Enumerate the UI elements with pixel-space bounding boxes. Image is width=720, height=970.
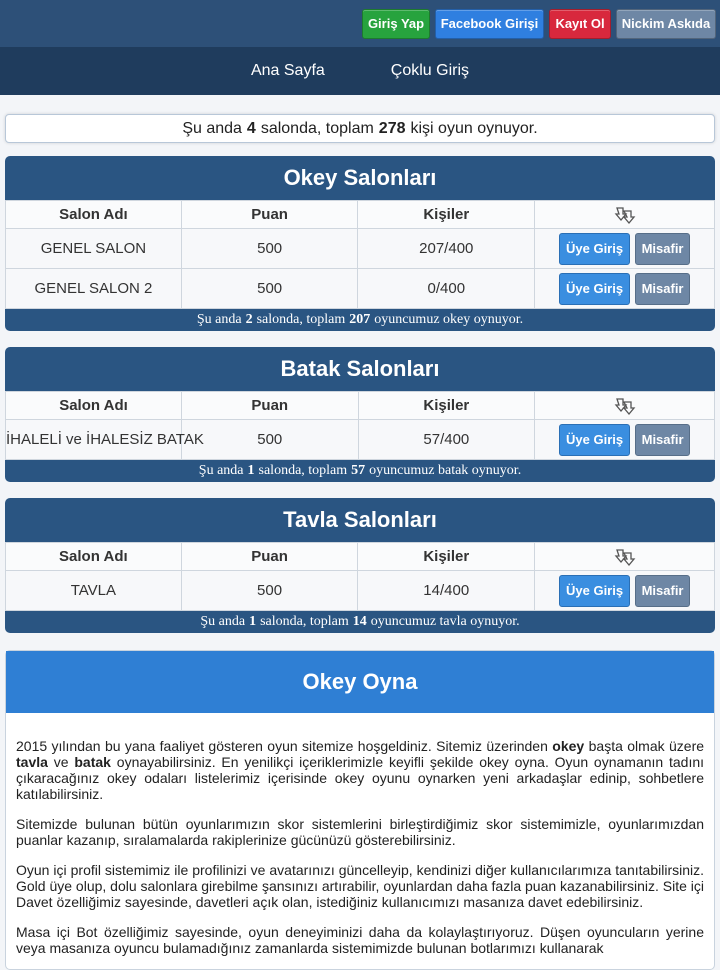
col-points: Puan (181, 543, 358, 571)
salon-name: GENEL SALON 2 (6, 269, 182, 309)
okey-salons-title: Okey Salonları (283, 165, 437, 190)
col-sort[interactable] (535, 543, 715, 571)
sort-arrows-icon[interactable] (613, 396, 637, 416)
salon-points: 500 (181, 269, 358, 309)
tavla-salons-panel (5, 498, 715, 633)
foot-salon-count: 1 (249, 614, 257, 629)
sort-arrows-icon[interactable] (613, 547, 637, 567)
table-header-row (6, 543, 715, 571)
col-salon-name: Salon Adı (6, 201, 182, 229)
okey-salons-table (5, 200, 715, 309)
salon-actions (535, 420, 715, 460)
batak-salons-title: Batak Salonları (280, 356, 440, 381)
okey-salons-panel (5, 156, 715, 331)
sort-arrows-icon[interactable] (613, 205, 637, 225)
table-row (6, 269, 715, 309)
salon-points: 500 (181, 571, 358, 611)
summary-player-count: 278 (378, 119, 406, 137)
okey-oyna-title: Okey Oyna (6, 651, 714, 713)
tavla-salons-summary (5, 611, 715, 633)
foot-post: oyuncumuz okey oynuyor. (374, 312, 524, 327)
salon-people: 207/400 (358, 229, 535, 269)
col-people: Kişiler (358, 201, 535, 229)
col-salon-name: Salon Adı (6, 543, 182, 571)
foot-player-count: 207 (349, 312, 371, 327)
guest-button[interactable]: Misafir (635, 273, 690, 305)
salon-actions (535, 229, 715, 269)
batak-salons-summary (5, 460, 715, 482)
p1-okey: okey (552, 738, 585, 754)
summary-post: kişi oyun oynuyor. (410, 119, 538, 137)
nick-on-hold-button[interactable]: Nickim Askıda (616, 9, 716, 39)
okey-salons-summary (5, 309, 715, 331)
col-points: Puan (182, 392, 359, 420)
salon-people: 0/400 (358, 269, 535, 309)
salon-points: 500 (182, 420, 359, 460)
register-button[interactable]: Kayıt Ol (549, 9, 611, 39)
table-row (6, 229, 715, 269)
guest-button[interactable]: Misafir (635, 233, 690, 265)
member-login-button[interactable]: Üye Giriş (559, 575, 630, 607)
table-row (6, 571, 715, 611)
batak-salons-panel (5, 347, 715, 482)
guest-button[interactable]: Misafir (635, 575, 690, 607)
nav-multi-login-link[interactable]: Çoklu Giriş (390, 62, 470, 79)
foot-mid: salonda, toplam (258, 463, 348, 478)
p1-batak: batak (74, 754, 111, 770)
salon-people: 57/400 (358, 420, 535, 460)
salon-name: İHALELİ ve İHALESİZ BATAK (6, 420, 182, 460)
top-bar (0, 0, 720, 47)
col-people: Kişiler (358, 543, 535, 571)
p1-text4: oynayabilirsiniz. En yenilikçi içeriklerimizle keyifli şekilde okey oyna. Oyun oynamanın tadını çıkaracağınız okey odaları listelerimiz içerisinde okey oyunu oynarken yeni arkadaşlar edinip, sohbetlere katılabilirsiniz. (16, 754, 705, 802)
col-points: Puan (181, 201, 358, 229)
okey-oyna-body (6, 713, 714, 956)
member-login-button[interactable]: Üye Giriş (559, 424, 630, 456)
summary-pre: Şu anda (182, 119, 242, 137)
foot-mid: salonda, toplam (256, 312, 346, 327)
foot-post: oyuncumuz tavla oynuyor. (370, 614, 520, 629)
foot-pre: Şu anda (198, 463, 244, 478)
table-row (6, 420, 715, 460)
p1-text2: başta olmak üzere (588, 738, 705, 754)
salon-actions (535, 571, 715, 611)
foot-pre: Şu anda (196, 312, 242, 327)
salon-actions (535, 269, 715, 309)
nav-home-link[interactable]: Ana Sayfa (250, 62, 325, 79)
foot-post: oyuncumuz batak oynuyor. (369, 463, 522, 478)
okey-oyna-section (5, 650, 715, 970)
main-nav (0, 47, 720, 95)
foot-mid: salonda, toplam (260, 614, 349, 629)
col-people: Kişiler (358, 392, 535, 420)
summary-mid: salonda, toplam (260, 119, 374, 137)
tavla-salons-table (5, 542, 715, 611)
foot-player-count: 57 (351, 463, 366, 478)
salon-name: TAVLA (6, 571, 182, 611)
foot-salon-count: 1 (247, 463, 255, 478)
facebook-login-button[interactable]: Facebook Girişi (435, 9, 544, 39)
summary-salon-count: 4 (246, 119, 256, 137)
foot-player-count: 14 (352, 614, 367, 629)
paragraph: Masa içi Bot özelliğimiz sayesinde, oyun deneyiminizi daha da kolaylaştırıyoruz. Düşen oyuncuların yerine veya masanıza oyuncu bulamadığınız zamanlarda sistemimizde bulunan botlarımızı kullanarak (16, 924, 704, 956)
col-sort[interactable] (535, 201, 715, 229)
member-login-button[interactable]: Üye Giriş (559, 273, 630, 305)
p1-text: 2015 yılından bu yana faaliyet gösteren oyun sitemize hoşgeldiniz. Sitemiz üzerinden (16, 738, 548, 754)
p1-tavla: tavla (16, 754, 48, 770)
member-login-button[interactable]: Üye Giriş (559, 233, 630, 265)
salon-people: 14/400 (358, 571, 535, 611)
col-salon-name: Salon Adı (6, 392, 182, 420)
paragraph: Oyun içi profil sistemimiz ile profilinizi ve avatarınızı güncelleyip, kendinizi diğer kullanıcılarımıza tanıtabilirsiniz. Gold üye olup, dolu salonlara girebilme şansınızı artırabilir, oyunlardan daha fazla puan kazanabilirsiniz. Site içi Davet özelliğimiz sayesinde, davetleri açık olan, istediğiniz kullanıcımızı masanıza davet edebilirsiniz. (16, 862, 704, 910)
salon-name: GENEL SALON (6, 229, 182, 269)
foot-pre: Şu anda (200, 614, 246, 629)
foot-salon-count: 2 (245, 312, 253, 327)
paragraph (16, 738, 704, 802)
guest-button[interactable]: Misafir (635, 424, 690, 456)
table-header-row (6, 201, 715, 229)
col-sort[interactable] (535, 392, 715, 420)
tavla-salons-title: Tavla Salonları (283, 507, 437, 532)
p1-text3: ve (53, 754, 69, 770)
paragraph: Sitemizde bulunan bütün oyunlarımızın skor sistemlerini birleştirdiğimiz skor sistemimizle, oyunlarımızdan puanlar kazanıp, sıralamalarda rakiplerinize gücünüzü gösterebilirsiniz. (16, 816, 704, 848)
batak-salons-table (5, 391, 715, 460)
salon-points: 500 (181, 229, 358, 269)
table-header-row (6, 392, 715, 420)
login-button[interactable]: Giriş Yap (362, 9, 430, 39)
online-summary (5, 114, 715, 143)
